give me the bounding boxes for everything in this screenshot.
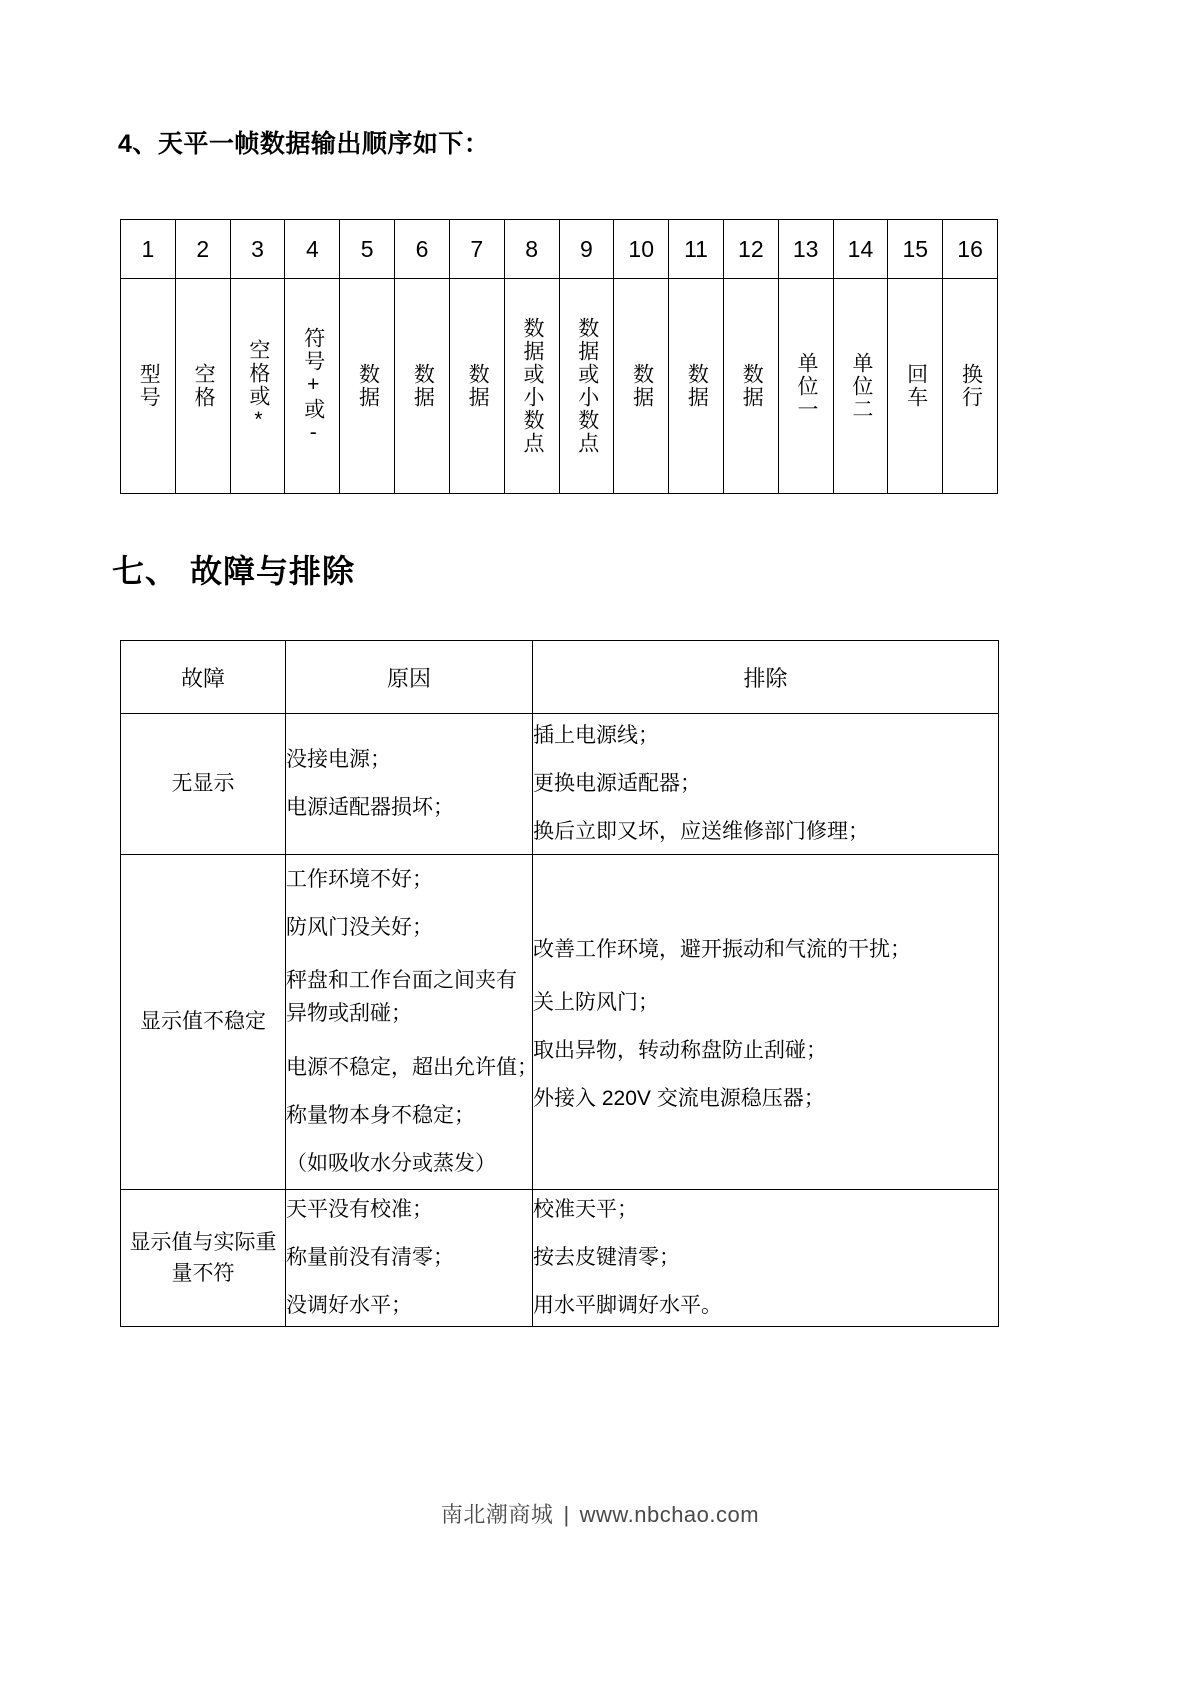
page-footer: [0, 1498, 1200, 1529]
frame-value-text: 单位一: [795, 351, 819, 421]
frame-value-text: 数据: [411, 363, 435, 409]
frame-order-table-container: [120, 219, 998, 494]
frame-value-cell: [723, 279, 778, 494]
table-header-row: [121, 641, 999, 714]
frame-value-cell: [121, 279, 176, 494]
column-header-cause: 原因: [286, 641, 533, 714]
frame-value-text: 数据: [740, 363, 764, 409]
remedy-line: 换后立即又坏，应送维修部门修理；: [533, 820, 869, 844]
subsection-heading-data-frame: 4、天平一帧数据输出顺序如下：: [118, 130, 490, 158]
frame-index-cell: 10: [614, 220, 669, 279]
frame-value-cell: [614, 279, 669, 494]
frame-value-text: 数据: [356, 363, 380, 409]
frame-value-text: 换行: [959, 363, 983, 409]
frame-index-cell: 4: [285, 220, 340, 279]
remedy-line: 取出异物，转动称盘防止刮碰；: [533, 1039, 827, 1063]
frame-value-text: 空格: [192, 363, 216, 409]
cause-line: 没接电源；: [286, 747, 391, 771]
frame-value-text: 数据: [466, 363, 490, 409]
frame-value-cell: [230, 279, 285, 494]
frame-index-cell: 11: [669, 220, 724, 279]
frame-value-cell: [340, 279, 395, 494]
frame-value-text: 数据或小数点: [520, 317, 544, 455]
remedy-line: 改善工作环境，避开振动和气流的干扰；: [533, 937, 911, 961]
remedy-line: 关上防风门；: [533, 991, 659, 1015]
frame-index-cell: 9: [559, 220, 614, 279]
cause-line: 电源适配器损坏；: [286, 796, 454, 819]
frame-index-cell: 12: [723, 220, 778, 279]
frame-value-cell: [669, 279, 724, 494]
remedy-line: 校准天平；: [533, 1197, 638, 1221]
footer-site-name: 南北潮商城: [440, 1502, 554, 1527]
cell-cause: [286, 855, 538, 1190]
cause-line: 工作环境不好；: [286, 868, 433, 892]
cell-remedy: [533, 1190, 999, 1327]
frame-value-text: 符号+或-: [301, 326, 325, 446]
cell-fault: 无显示: [121, 714, 286, 855]
frame-value-text: 回车: [904, 363, 928, 409]
frame-index-cell: 8: [504, 220, 559, 279]
frame-value-cell: [778, 279, 833, 494]
frame-value-cell: [395, 279, 450, 494]
section-title: 故障与排除: [190, 553, 356, 589]
footer-separator: |: [563, 1502, 570, 1527]
section-heading-troubleshooting: [112, 546, 355, 592]
frame-index-cell: 15: [888, 220, 943, 279]
frame-index-cell: 14: [833, 220, 888, 279]
cause-line: 天平没有校准；: [286, 1197, 433, 1221]
remedy-line: 插上电源线；: [533, 723, 659, 747]
cause-line: 秤盘和工作台面之间夹有异物或刮碰；: [286, 969, 517, 1025]
remedy-line: 更换电源适配器；: [533, 771, 701, 795]
cause-line: 防风门没关好；: [286, 916, 433, 940]
frame-value-cell: [449, 279, 504, 494]
footer-url: www.nbchao.com: [579, 1502, 760, 1527]
troubleshooting-table: [120, 640, 999, 1327]
cell-fault: 显示值与实际重量不符: [121, 1190, 286, 1327]
column-header-remedy: 排除: [533, 641, 999, 714]
section-number: 七、: [112, 553, 179, 589]
cell-remedy: [533, 855, 999, 1190]
cell-fault: 显示值不稳定: [121, 855, 286, 1190]
cause-line: 电源不稳定，超出允许值；: [286, 1055, 538, 1079]
frame-value-cell: [559, 279, 614, 494]
cause-line: 没调好水平；: [286, 1294, 412, 1318]
frame-index-cell: 6: [395, 220, 450, 279]
frame-value-text: 数据: [685, 363, 709, 409]
table-row: [121, 1190, 999, 1327]
frame-index-cell: 3: [230, 220, 285, 279]
cause-line: （如吸收水分或蒸发）: [286, 1151, 496, 1175]
column-header-fault: 故障: [121, 641, 286, 714]
remedy-line: 按去皮键清零；: [533, 1245, 680, 1269]
table-row: [121, 855, 999, 1190]
table-row: [121, 714, 999, 855]
frame-index-cell: 16: [943, 220, 998, 279]
remedy-line: 用水平脚调好水平。: [533, 1294, 722, 1318]
frame-value-cell: [285, 279, 340, 494]
cell-cause: [286, 714, 533, 855]
frame-index-cell: 1: [121, 220, 176, 279]
troubleshooting-table-container: [120, 640, 998, 1327]
frame-value-cell: [175, 279, 230, 494]
frame-index-cell: 2: [175, 220, 230, 279]
cause-line: 称量物本身不稳定；: [286, 1103, 475, 1127]
frame-value-cell: [888, 279, 943, 494]
cell-remedy: [533, 714, 999, 855]
frame-value-text: 空格或*: [246, 339, 270, 433]
frame-value-cell: [833, 279, 888, 494]
frame-order-table: [120, 219, 998, 494]
cell-cause: [286, 1190, 533, 1327]
frame-index-cell: 7: [449, 220, 504, 279]
frame-value-text: 单位二: [849, 351, 873, 421]
cause-line: 称量前没有清零；: [286, 1245, 454, 1269]
frame-index-row: [121, 220, 998, 279]
frame-value-text: 数据或小数点: [575, 317, 599, 455]
frame-value-text: 型号: [137, 363, 161, 409]
frame-value-cell: [943, 279, 998, 494]
frame-index-cell: 13: [778, 220, 833, 279]
frame-value-row: [121, 279, 998, 494]
frame-index-cell: 5: [340, 220, 395, 279]
frame-value-text: 数据: [630, 363, 654, 409]
frame-value-cell: [504, 279, 559, 494]
remedy-line: 外接入 220V 交流电源稳压器；: [533, 1087, 825, 1111]
